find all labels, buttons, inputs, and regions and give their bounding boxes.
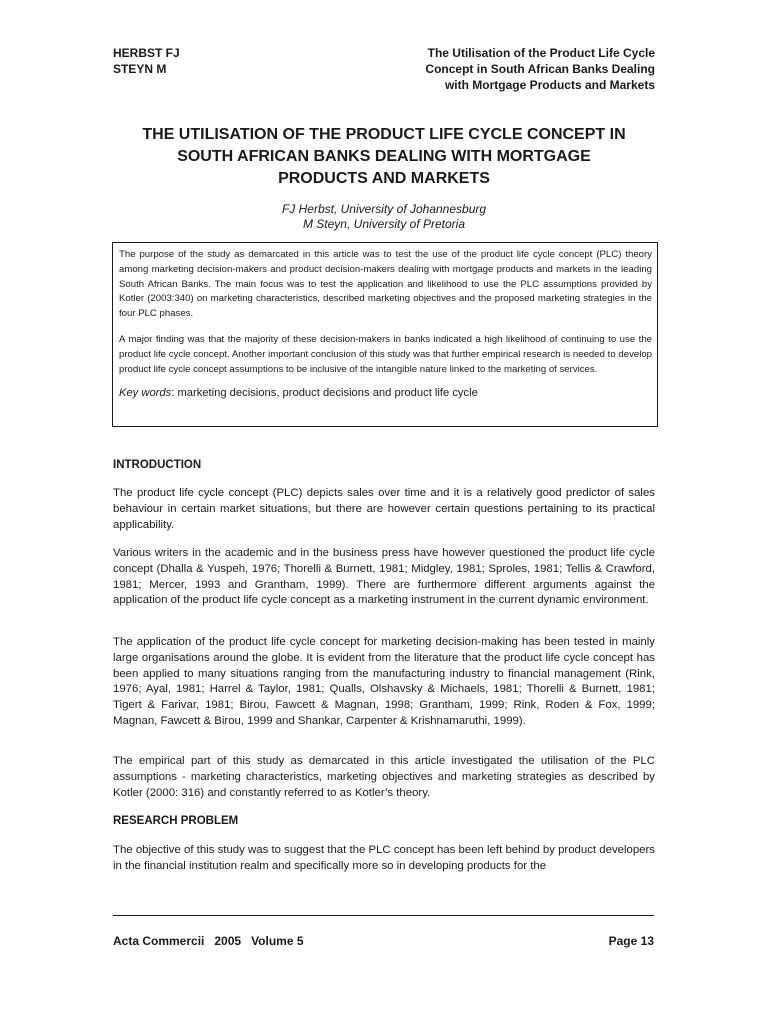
abstract-paragraph: The purpose of the study as demarcated in this article was to test the use of the product life cycle concept (PLC) theory among marketing decision-makers and product decision-makers dealing with mortgage products and markets in the leading South African Banks. The main focus was to test the application and likelihood to use the PLC assumptions provided by Kotler (2003:340) on marketing characteristics, described marketing objectives and the proposed marketing strategies in the four PLC phases. bbox=[119, 249, 652, 320]
footer-divider bbox=[113, 915, 654, 916]
running-title-line: with Mortgage Products and Markets bbox=[444, 78, 655, 92]
running-title-line: Concept in South African Banks Dealing bbox=[425, 62, 655, 76]
footer-page-number: Page 13 bbox=[608, 934, 654, 948]
section-heading-research-problem: RESEARCH PROBLEM bbox=[113, 815, 239, 827]
abstract-box bbox=[112, 242, 658, 427]
footer-journal: Acta Commercii 2005 Volume 5 bbox=[113, 934, 304, 948]
keywords-label: Key words bbox=[119, 387, 172, 400]
header-running-title bbox=[425, 45, 655, 93]
header-author: STEYN M bbox=[113, 62, 167, 76]
affiliation-line: FJ Herbst, University of Johannesburg bbox=[281, 202, 487, 216]
body-paragraph: The empirical part of this study as demarcated in this article investigated the utilisation of the PLC assumptions - marketing characteristics, marketing objectives and marketing strategies as described by Kotler (2000: 316) and constantly referred to as Kotler’s theory. bbox=[113, 755, 655, 799]
header-authors bbox=[113, 45, 180, 77]
paper-title bbox=[100, 124, 668, 190]
section-heading-introduction: INTRODUCTION bbox=[113, 459, 202, 471]
body-paragraph: The product life cycle concept (PLC) depicts sales over time and it is a relatively good predictor of sales behaviour in certain market situations, but there are however certain questions pertaining to its practical applicability. bbox=[113, 487, 655, 531]
running-title-line: The Utilisation of the Product Life Cycle bbox=[427, 46, 655, 60]
body-paragraph: Various writers in the academic and in the business press have however questioned the product life cycle concept (Dhalla & Yuspeh, 1976; Thorelli & Burnett, 1981; Midgley, 1981; Sproles, 1981; Tellis & Crawford, 1981; Mercer, 1993 and Grantham, 1999). There are furthermore different arguments against the application of the product life cycle concept as a marketing instrument in the current dynamic environment. bbox=[113, 547, 655, 607]
body-paragraph: The application of the product life cycle concept for marketing decision-making has been tested in mainly large organisations around the globe. It is evident from the literature that the product life cycle concept has been applied to many situations ranging from the manufacturing industry to financial management (Rink, 1976; Ayal, 1981; Harrel & Taylor, 1981; Qualls, Olshavsky & Michaels, 1981; Thorelli & Burnett, 1981; Tigert & Farivar, 1981; Birou, Fawcett & Magnan, 1998; Grantham, 1999; Rink, Roden & Fox, 1999; Magnan, Fawcett & Birou, 1999 and Shankar, Carpenter & Krishnamaruthi, 1999). bbox=[113, 636, 655, 727]
title-line: THE UTILISATION OF THE PRODUCT LIFE CYCLE CONCEPT IN bbox=[142, 126, 626, 143]
author-affiliations bbox=[100, 202, 668, 232]
affiliation-line: M Steyn, University of Pretoria bbox=[302, 217, 466, 231]
header-author: HERBST FJ bbox=[113, 46, 180, 60]
keywords bbox=[119, 385, 652, 401]
title-line: PRODUCTS AND MARKETS bbox=[278, 170, 490, 187]
abstract-paragraph: A major finding was that the majority of these decision-makers in banks indicated a high likelihood of continuing to use the product life cycle concept. Another important conclusion of this study was that further empirical research is needed to develop product life cycle concept assumptions to be inclusive of the intangible nature linked to the marketing of services. bbox=[119, 333, 652, 375]
keywords-text: : marketing decisions, product decisions and product life cycle bbox=[171, 387, 478, 400]
body-paragraph: The objective of this study was to suggest that the PLC concept has been left behind by product developers in the financial institution realm and specifically more so in developing products for the bbox=[113, 844, 655, 872]
title-line: SOUTH AFRICAN BANKS DEALING WITH MORTGAGE bbox=[177, 148, 591, 165]
